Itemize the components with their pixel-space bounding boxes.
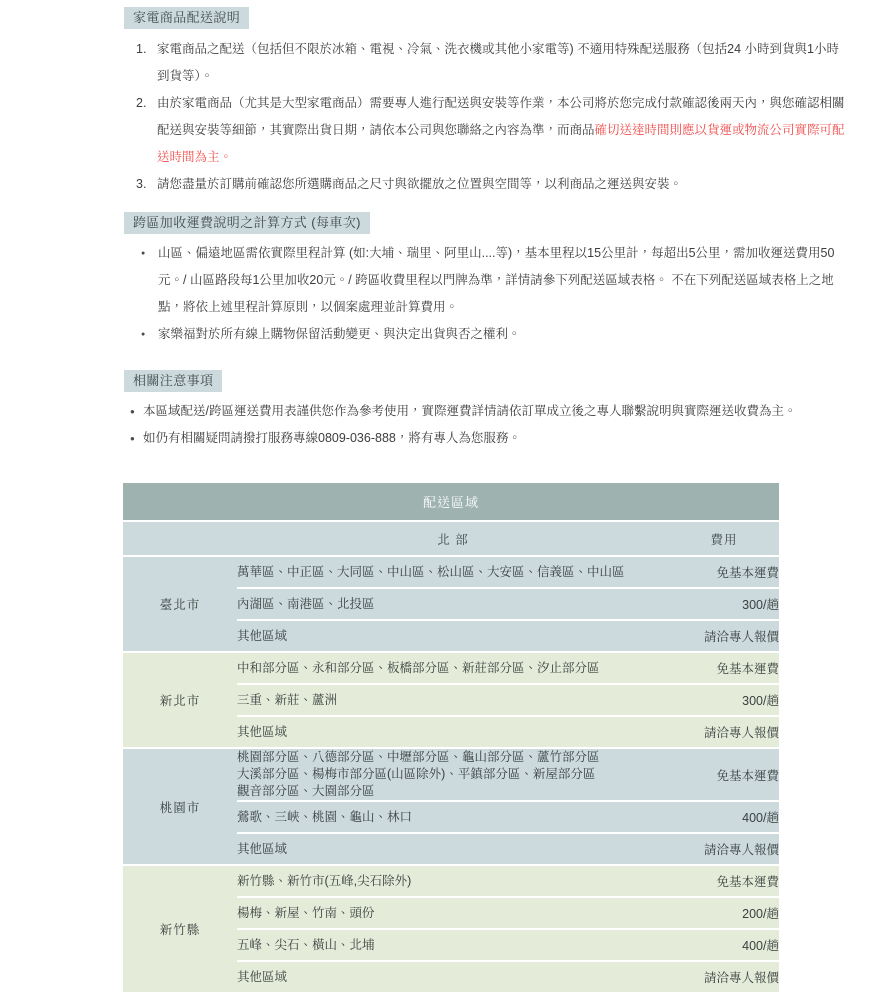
fee-cell: 300/趟 <box>669 685 779 715</box>
crossregion-section <box>124 212 886 234</box>
city-cell: 新竹縣 <box>123 866 237 992</box>
area-cell: 新竹縣、新竹市(五峰,尖石除外) <box>237 866 669 896</box>
notice-item-2-text: 如仍有相關疑問請撥打服務專線0809-036-888，將有專人為您服務。 <box>143 431 521 445</box>
table-title-row <box>123 483 779 520</box>
table-row <box>123 653 779 683</box>
area-cell: 楊梅、新屋、竹南、頭份 <box>237 898 669 928</box>
list-item <box>136 171 850 198</box>
fee-cell: 免基本運費 <box>669 653 779 683</box>
area-cell: 其他區域 <box>237 621 669 651</box>
subheader-fee: 費用 <box>669 522 779 555</box>
subheader-blank <box>123 522 237 555</box>
table-body <box>123 557 779 992</box>
table-row <box>123 557 779 587</box>
table-subheader-row <box>123 522 779 555</box>
crossregion-item-2-text: 家樂福對於所有線上購物保留活動變更、與決定出貨與否之權利。 <box>158 327 521 341</box>
fee-cell: 200/趟 <box>669 898 779 928</box>
area-cell: 中和部分區、永和部分區、板橋部分區、新莊部分區、汐止部分區 <box>237 653 669 683</box>
area-cell: 其他區域 <box>237 834 669 864</box>
list-item <box>141 240 850 321</box>
area-cell: 桃園部分區、八德部分區、中壢部分區、龜山部分區、蘆竹部分區 大溪部分區、楊梅市部分區(山區除外)、平鎮部分區、新屋部分區 觀音部分區、大園部分區 <box>237 749 669 800</box>
appliance-section-heading: 家電商品配送說明 <box>124 7 249 29</box>
notice-item-1-text: 本區域配送/跨區運送費用表謹供您作為參考使用，實際運費詳情請依訂單成立後之專人聯繫說明與實際運送收費 <box>143 404 759 418</box>
city-cell: 桃園市 <box>123 749 237 864</box>
fee-cell: 免基本運費 <box>669 749 779 800</box>
fee-cell: 免基本運費 <box>669 557 779 587</box>
area-cell: 內湖區、南港區、北投區 <box>237 589 669 619</box>
subheader-region: 北 部 <box>237 522 669 555</box>
area-cell: 其他區域 <box>237 962 669 992</box>
list-item <box>130 398 850 425</box>
list-item <box>136 36 850 90</box>
fee-cell: 400/趟 <box>669 802 779 832</box>
appliance-instruction-list <box>0 36 886 198</box>
list-item <box>130 425 850 452</box>
city-cell: 臺北市 <box>123 557 237 651</box>
table-row <box>123 866 779 896</box>
table-header <box>123 483 779 555</box>
appliance-item-2-text: 由於家電商品（尤其是大型家電商品）需要專人進行配送與安裝等作業，本公司將於您完成付款確認後兩天內，與您確認相關配送與安裝等細節，其實際出貨日期，請依本公司與您聯絡之內容為準，而商品 <box>157 96 845 137</box>
fee-cell: 免基本運費 <box>669 866 779 896</box>
crossregion-bullet-list <box>0 240 886 348</box>
list-item <box>136 90 850 171</box>
area-cell: 萬華區、中正區、大同區、中山區、松山區、大安區、信義區、中山區 <box>237 557 669 587</box>
notice-section <box>124 370 886 392</box>
city-cell: 新北市 <box>123 653 237 747</box>
table-title: 配送區域 <box>123 483 779 520</box>
fee-cell: 請洽專人報價 <box>669 962 779 992</box>
appliance-item-1-text: 家電商品之配送（包括但不限於冰箱、電視、冷氣、洗衣機或其他小家電等) 不適用特殊配送服務（包括24 小時到貨與1小時到貨等）。 <box>157 42 839 83</box>
list-item <box>141 321 850 348</box>
appliance-item-3-text: 請您盡量於訂購前確認您所選購商品之尺寸與欲擺放之位置與空間等，以利商品之運送與安裝。 <box>157 177 683 191</box>
notice-bullet-list <box>0 398 886 452</box>
fee-cell: 300/趟 <box>669 589 779 619</box>
crossregion-section-heading: 跨區加收運費說明之計算方式 (每車次) <box>124 212 370 234</box>
area-cell: 三重、新莊、蘆洲 <box>237 685 669 715</box>
fee-cell: 請洽專人報價 <box>669 621 779 651</box>
delivery-area-table <box>123 481 779 994</box>
appliance-item-2-highlight: 確切送達時間則應以貨運或物流公司實際可配送時間為主。 <box>157 123 845 164</box>
fee-cell: 400/趟 <box>669 930 779 960</box>
notice-item-1-text-cont: 為主。 <box>758 404 797 418</box>
crossregion-item-1-text: 山區、偏遠地區需依實際里程計算 (如:大埔、瑞里、阿里山....等)，基本里程以15公里計，每超出5公里，需加收運送費用50元。/ 山區路段每1公里加收20元。/ 跨區收費里程以門牌為準，詳情請參下列配送區域表格。 不在下列配送區域表格上之地點，將依上述里程計算原則，以個案處理並計算費用。 <box>158 246 835 314</box>
area-cell: 鶯歌、三峽、桃園、龜山、林口 <box>237 802 669 832</box>
fee-cell: 請洽專人報價 <box>669 834 779 864</box>
area-cell: 五峰、尖石、橫山、北埔 <box>237 930 669 960</box>
area-cell: 其他區域 <box>237 717 669 747</box>
notice-section-heading: 相關注意事項 <box>124 370 222 392</box>
appliance-section <box>124 0 886 29</box>
delivery-area-table-wrap <box>123 481 779 994</box>
fee-cell: 請洽專人報價 <box>669 717 779 747</box>
table-row <box>123 749 779 800</box>
